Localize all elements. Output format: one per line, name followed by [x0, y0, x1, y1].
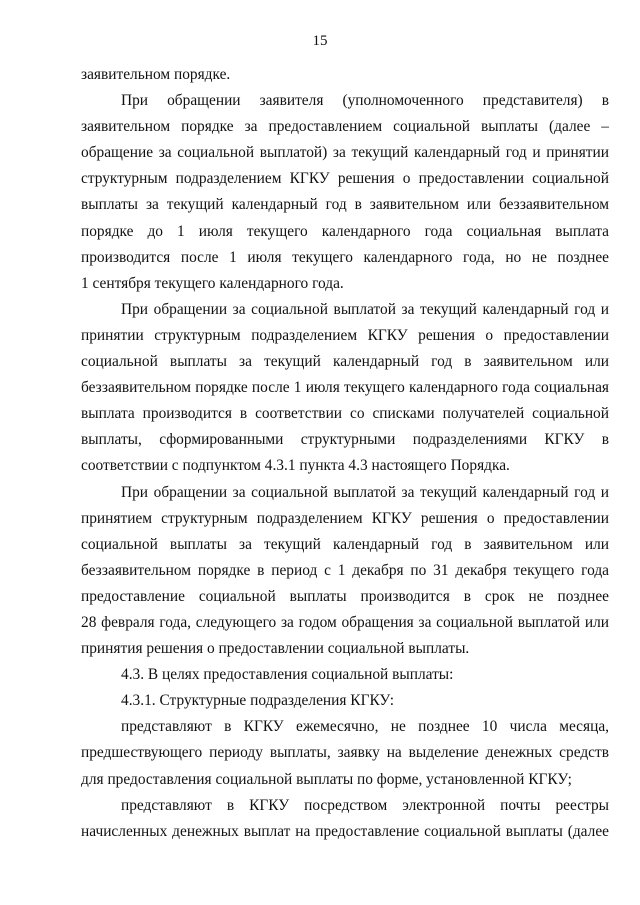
- page-number: 15: [312, 33, 328, 49]
- text-line: принятия решения о предоставлении социальной выплаты.: [81, 640, 470, 658]
- text-line: беззаявительном порядке в период с 1 декабря по 31 декабря текущего года: [81, 561, 609, 579]
- text-line: производится после 1 июля текущего календарного года, но не позднее: [81, 248, 609, 266]
- section-heading: 4.3. В целях предоставления социальной выплаты:: [121, 666, 454, 684]
- text-line: При обращении заявителя (уполномоченного представителя) в: [121, 92, 609, 110]
- text-line: структурным подразделением КГКУ решения о предоставлении социальной: [81, 170, 609, 188]
- text-line: социальной выплаты за текущий календарный год в заявительном или: [81, 353, 609, 371]
- text-line: соответствии с подпунктом 4.3.1 пункта 4.3 настоящего Порядка.: [81, 457, 510, 475]
- text-line: порядке до 1 июля текущего календарного года социальная выплата: [81, 222, 609, 240]
- text-line: предоставление социальной выплаты производится в срок не позднее: [81, 587, 609, 605]
- text-line: заявительном порядке.: [81, 66, 231, 83]
- text-line: начисленных денежных выплат на предоставление социальной выплаты (далее: [81, 822, 609, 840]
- text-line: обращение за социальной выплатой) за текущий календарный год и принятии: [81, 144, 609, 162]
- text-line: предшествующего периоду выплаты, заявку на выделение денежных средств: [81, 744, 609, 762]
- text-line: При обращении за социальной выплатой за текущий календарный год и: [121, 300, 609, 318]
- text-line: принятием структурным подразделением КГКУ решения о предоставлении: [81, 509, 609, 527]
- text-line: принятии структурным подразделением КГКУ решения о предоставлении: [81, 326, 609, 344]
- text-line: выплата производится в соответствии со списками получателей социальной: [81, 405, 609, 423]
- text-line: 1 сентября текущего календарного года.: [81, 274, 344, 292]
- subsection-heading: 4.3.1. Структурные подразделения КГКУ:: [121, 692, 395, 710]
- text-line: заявительном порядке за предоставлением социальной выплаты (далее –: [81, 118, 609, 136]
- text-line: выплаты, сформированными структурными подразделениями КГКУ в: [81, 431, 609, 449]
- text-line: 28 февраля года, следующего за годом обращения за социальной выплатой или: [81, 613, 609, 631]
- text-line: представляют в КГКУ ежемесячно, не позднее 10 числа месяца,: [121, 718, 609, 736]
- text-line: выплаты за текущий календарный год в заявительном или беззаявительном: [81, 196, 609, 214]
- text-line: представляют в КГКУ посредством электронной почты реестры: [121, 796, 609, 814]
- document-body: [81, 62, 609, 845]
- text-line: социальной выплаты за текущий календарный год в заявительном или: [81, 535, 609, 553]
- text-line: беззаявительном порядке после 1 июля текущего календарного года социальная: [81, 379, 609, 397]
- text-line: При обращении за социальной выплатой за текущий календарный год и: [121, 483, 609, 501]
- text-line: для предоставления социальной выплаты по форме, установленной КГКУ;: [81, 770, 572, 788]
